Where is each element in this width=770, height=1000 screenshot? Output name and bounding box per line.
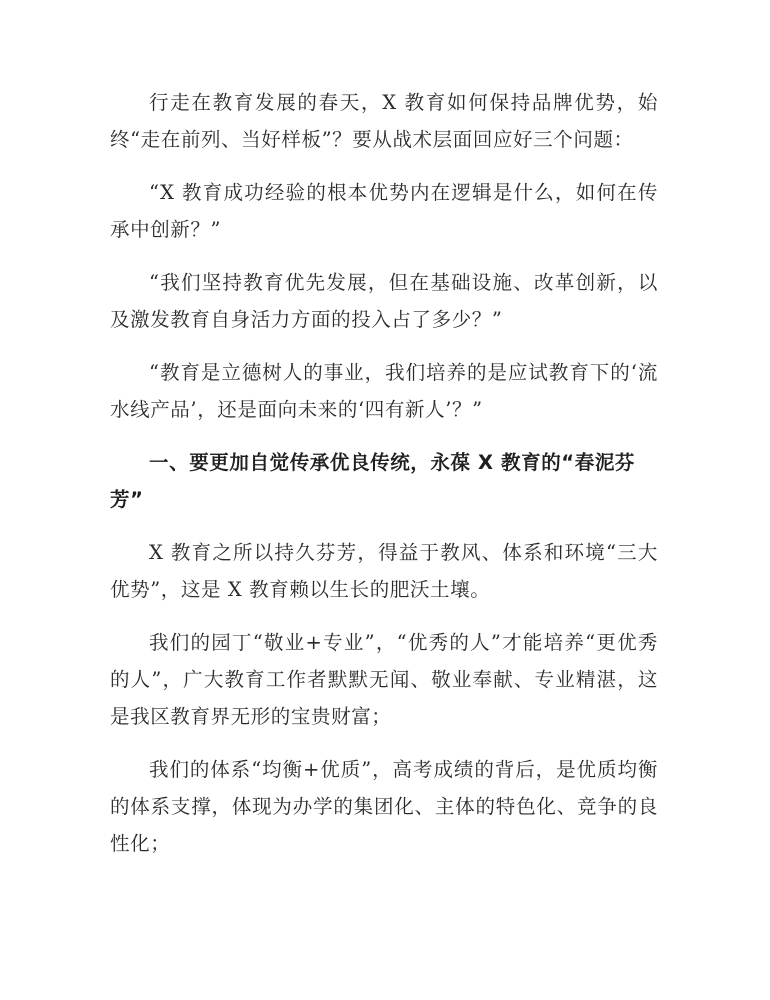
- question-paragraph-3: “教育是立德树人的事业，我们培养的是应试教育下的‘流水线产品’，还是面向未来的‘四有新人’？”: [110, 361, 658, 421]
- body-paragraph-3: 我们的体系“均衡+优质”，高考成绩的背后，是优质均衡的体系支撑，体现为办学的集团化、主体的特色化、竞争的良性化；: [110, 758, 658, 855]
- document-body: [110, 84, 658, 878]
- question-paragraph-1: “X 教育成功经验的根本优势内在逻辑是什么，如何在传承中创新？”: [110, 181, 658, 241]
- section-heading: 一、要更加自觉传承优良传统，永葆 X 教育的“春泥芬芳”: [110, 451, 636, 511]
- body-paragraph-1: X 教育之所以持久芬芳，得益于教风、体系和环境“三大优势”，这是 X 教育赖以生长的肥沃土壤。: [110, 541, 658, 601]
- body-paragraph-2: 我们的园丁“敬业+专业”，“优秀的人”才能培养“更优秀的人”，广大教育工作者默默无闻、敬业奉献、专业精湛，这是我区教育界无形的宝贵财富；: [110, 631, 658, 728]
- question-paragraph-2: “我们坚持教育优先发展，但在基础设施、改革创新，以及激发教育自身活力方面的投入占了多少？”: [110, 271, 658, 331]
- intro-paragraph: 行走在教育发展的春天，X 教育如何保持品牌优势，始终“走在前列、当好样板”？要从战术层面回应好三个问题：: [110, 91, 658, 151]
